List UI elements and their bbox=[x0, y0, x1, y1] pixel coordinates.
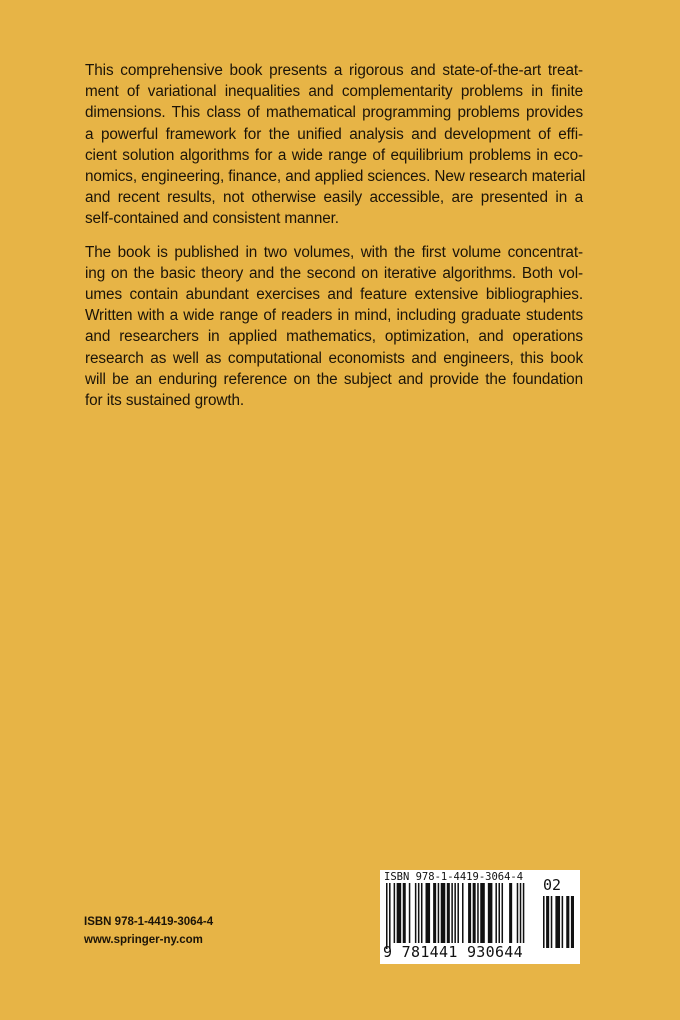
barcode-bar bbox=[418, 883, 420, 943]
barcode-bar bbox=[457, 883, 459, 943]
barcode-bar bbox=[403, 883, 406, 943]
barcode-bar bbox=[454, 883, 456, 943]
barcode-bar bbox=[451, 883, 453, 943]
barcode-bar bbox=[468, 883, 471, 943]
isbn-barcode bbox=[380, 870, 580, 964]
barcode-bar bbox=[409, 883, 411, 943]
text-line: research as well as computational economists and engineers, this book bbox=[85, 349, 583, 367]
text-line: a powerful framework for the unified analysis and development of effi- bbox=[85, 125, 583, 143]
barcode-bar bbox=[421, 883, 423, 943]
barcode-bar bbox=[520, 883, 522, 943]
publisher-url: www.springer-ny.com bbox=[84, 934, 203, 946]
barcode-bar bbox=[433, 883, 436, 943]
barcode-bar bbox=[462, 883, 464, 943]
text-line: will be an enduring reference on the subject and provide the foundation bbox=[85, 370, 583, 388]
text-line: umes contain abundant exercises and feature extensive bibliographies. bbox=[85, 286, 583, 304]
barcode-addon-digits: 02 bbox=[543, 876, 562, 894]
back-cover-blurb bbox=[85, 60, 586, 423]
barcode-bar bbox=[438, 883, 440, 943]
barcode-bar bbox=[509, 883, 512, 943]
barcode-bar bbox=[517, 883, 519, 943]
text-line: dimensions. This class of mathematical programming problems provides bbox=[85, 104, 583, 122]
blurb-paragraph-2 bbox=[85, 242, 583, 412]
barcode-addon-graphic bbox=[543, 896, 575, 954]
barcode-bar bbox=[551, 896, 553, 948]
barcode-bar bbox=[441, 883, 446, 943]
text-line: cient solution algorithms for a wide range of equilibrium problems in eco- bbox=[85, 146, 583, 164]
barcode-isbn-label: ISBN 978-1-4419-3064-4 bbox=[384, 871, 524, 883]
text-line: Written with a wide range of readers in mind, including graduate students bbox=[85, 307, 583, 325]
text-line: ing on the basic theory and the second on iterative algorithms. Both vol- bbox=[85, 264, 583, 282]
barcode-bar bbox=[502, 883, 504, 943]
text-line: ment of variational inequalities and complementarity problems in finite bbox=[85, 83, 583, 101]
barcode-bar bbox=[566, 896, 569, 948]
barcode-bar bbox=[397, 883, 402, 943]
barcode-bar bbox=[495, 883, 497, 943]
barcode-bar bbox=[447, 883, 450, 943]
barcode-bar bbox=[571, 896, 574, 948]
text-line: self-contained and consistent manner. bbox=[85, 210, 339, 228]
blurb-paragraph-1 bbox=[85, 60, 586, 230]
barcode-bar bbox=[426, 883, 431, 943]
barcode-bar bbox=[555, 896, 560, 948]
barcode-bar bbox=[480, 883, 485, 943]
barcode-bars bbox=[386, 883, 530, 949]
barcode-addon-bars bbox=[543, 896, 575, 954]
publisher-imprint bbox=[84, 913, 213, 949]
text-line: and researchers in applied mathematics, optimization, and operations bbox=[85, 328, 583, 346]
barcode-bar bbox=[386, 883, 388, 949]
barcode-bar bbox=[473, 883, 476, 943]
barcode-bar bbox=[389, 883, 391, 949]
text-line: for its sustained growth. bbox=[85, 392, 245, 410]
barcode-bar bbox=[546, 896, 549, 948]
text-line: The book is published in two volumes, with the first volume concentrat- bbox=[85, 243, 583, 261]
text-line: This comprehensive book presents a rigorous and state-of-the-art treat- bbox=[85, 62, 583, 79]
barcode-bar bbox=[477, 883, 479, 943]
barcode-bar bbox=[523, 883, 525, 943]
barcode-bar bbox=[498, 883, 500, 943]
text-line: and recent results, not otherwise easily accessible, are presented in a bbox=[85, 189, 583, 207]
barcode-bar bbox=[562, 896, 564, 948]
imprint-isbn: ISBN 978-1-4419-3064-4 bbox=[84, 916, 214, 928]
barcode-bar bbox=[488, 883, 493, 943]
barcode-bar bbox=[543, 896, 545, 948]
barcode-digits: 9 781441 930644 bbox=[383, 943, 523, 961]
barcode-bar bbox=[415, 883, 417, 943]
text-line: nomics, engineering, finance, and applied sciences. New research material bbox=[85, 168, 586, 186]
barcode-bars-graphic bbox=[386, 883, 530, 949]
barcode-bar bbox=[394, 883, 396, 943]
